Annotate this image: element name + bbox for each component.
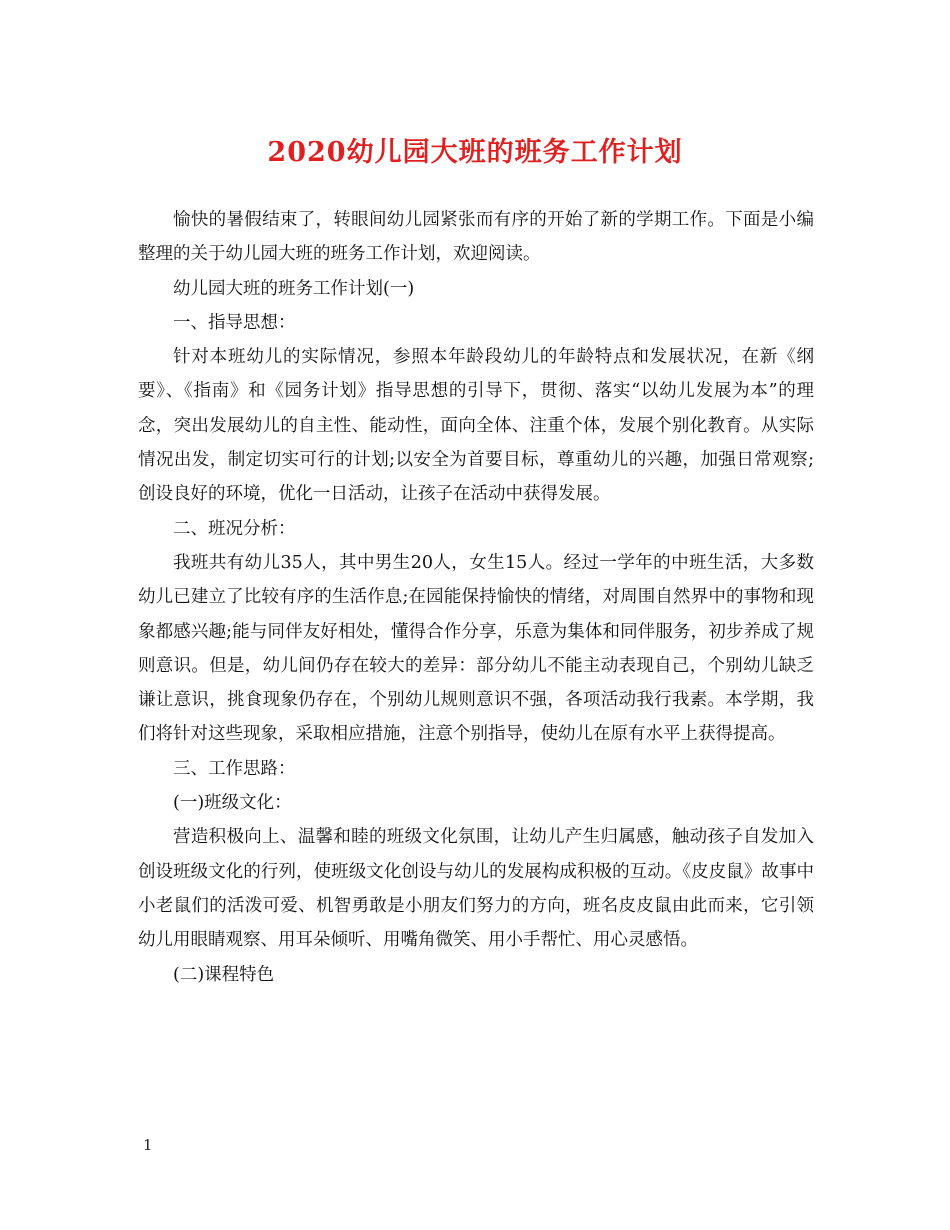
page-number: 1 <box>143 1136 153 1154</box>
subheading-class-culture: (一)班级文化： <box>173 793 292 814</box>
paragraph-intro: 愉快的暑假结束了，转眼间幼儿园紧张而有序的开始了新的学期工作。下面是小编整理的关于幼儿园大班的班务工作计划，欢迎阅读。 <box>138 210 814 265</box>
paragraph-class-culture: 营造积极向上、温馨和睦的班级文化氛围，让幼儿产生归属感，触动孩子自发加入创设班级文化的行列，使班级文化创设与幼儿的发展构成积极的互动。《皮皮鼠》故事中小老鼠们的活泼可爱、机智勇敢是小朋友们努力的方向，班名皮皮鼠由此而来，它引领幼儿用眼睛观察、用耳朵倾听、用嘴角微笑、用小手帮忙、用心灵感悟。 <box>138 827 814 951</box>
subheading-course-features: (二)课程特色 <box>173 964 275 985</box>
document-body <box>138 203 814 992</box>
section-heading-plan-one: 幼儿园大班的班务工作计划(一) <box>173 278 415 299</box>
document-title: 2020幼儿园大班的班务工作计划 <box>267 137 683 168</box>
heading-work-approach: 三、工作思路： <box>173 758 296 779</box>
heading-guiding-ideas: 一、指导思想： <box>173 312 296 333</box>
paragraph-guiding-ideas: 针对本班幼儿的实际情况，参照本年龄段幼儿的年龄特点和发展状况，在新《纲要》、《指南》和《园务计划》指导思想的引导下，贯彻、落实“以幼儿发展为本”的理念，突出发展幼儿的自主性、能动性，面向全体、注重个体，发展个别化教育。从实际情况出发，制定切实可行的计划;以安全为首要目标，尊重幼儿的兴趣，加强日常观察;创设良好的环境，优化一日活动，让孩子在活动中获得发展。 <box>138 347 814 505</box>
paragraph-class-analysis: 我班共有幼儿35人，其中男生20人，女生15人。经过一学年的中班生活，大多数幼儿已建立了比较有序的生活作息;在园能保持愉快的情绪，对周围自然界中的事物和现象都感兴趣;能与同伴友好相处，懂得合作分享，乐意为集体和同伴服务，初步养成了规则意识。但是，幼儿间仍存在较大的差异：部分幼儿不能主动表现自己，个别幼儿缺乏谦让意识，挑食现象仍存在，个别幼儿规则意识不强，各项活动我行我素。本学期，我们将针对这些现象，采取相应措施，注意个别指导，使幼儿在原有水平上获得提高。 <box>138 552 814 745</box>
heading-class-analysis: 二、班况分析： <box>173 518 296 539</box>
